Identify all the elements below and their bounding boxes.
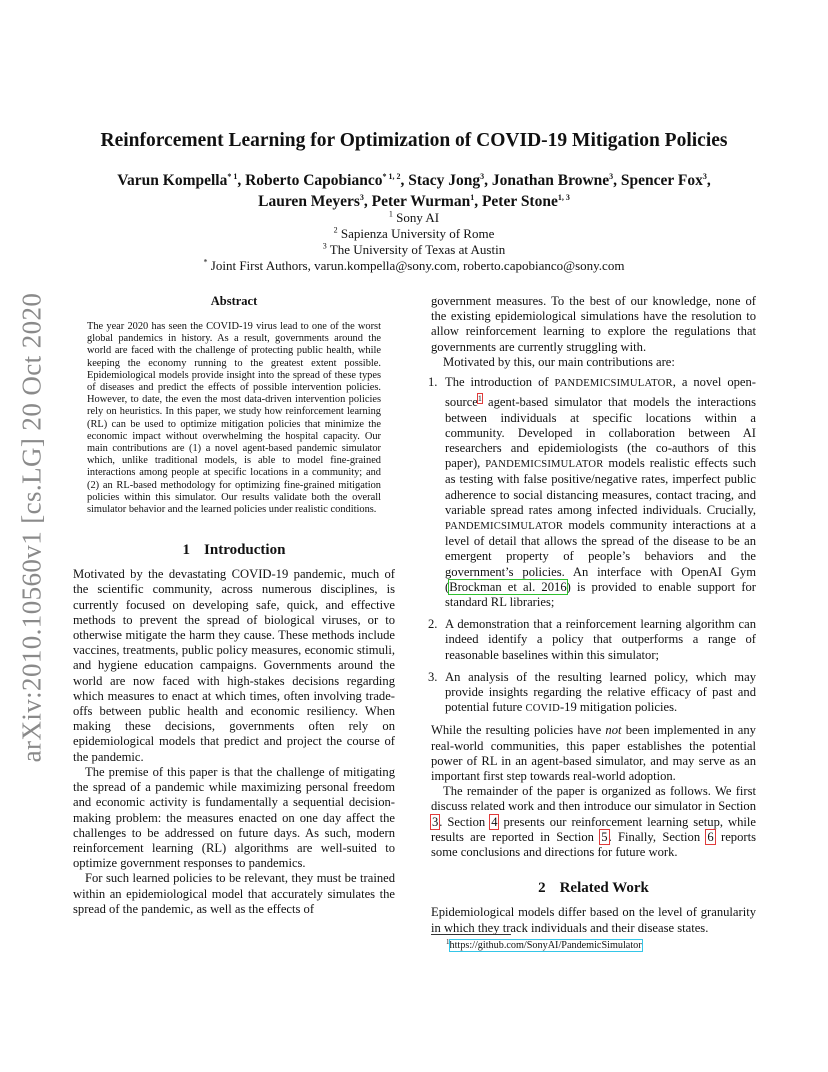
text-span: . Finally, Section xyxy=(608,829,707,844)
affiliation-text: Sapienza University of Rome xyxy=(337,226,495,241)
author-name: Spencer Fox xyxy=(620,172,703,189)
section-title: Introduction xyxy=(204,542,286,559)
section-heading-related-work xyxy=(431,880,756,897)
text-span: The remainder of the paper is organized as follows. We first discuss related work and then introduce our simulator in Section xyxy=(431,784,756,814)
section-5-link[interactable]: 5 xyxy=(601,829,608,844)
paper-title: Reinforcement Learning for Optimization of COVID-19 Mitigation Policies xyxy=(100,130,728,151)
paragraph-organization xyxy=(431,784,756,860)
author xyxy=(482,193,570,210)
simulator-name: PANDEMICSIMULATOR xyxy=(485,459,604,471)
footnote xyxy=(446,938,642,951)
author-name: Roberto Capobianco xyxy=(245,172,383,189)
affiliation-text: Joint First Authors, varun.kompella@sony.com, roberto.capobianco@sony.com xyxy=(207,258,625,273)
text-span: . Section xyxy=(439,814,491,829)
section-title: Related Work xyxy=(559,880,649,897)
right-column xyxy=(428,294,757,936)
footnote-url-link[interactable]: https://github.com/SonyAI/PandemicSimulator xyxy=(449,940,642,952)
list-label: 3. xyxy=(428,669,438,684)
author xyxy=(372,193,475,210)
author-list: Varun Kompella$^{* 1}$, Roberto Capobianco$^{* 1, 2}$, Stacy Jong$^3$, Jonathan Browne$^3$, Spencer Fox$^3$, Lauren Meyers$^3$, Peter Wurman$^1$, Peter Stone$^{1, 3}$ xyxy=(117,171,711,210)
abstract-text: The year 2020 has seen the COVID-19 virus lead to one of the worst global pandemics in history. As a result, governments around the world are faced with the challenge of protecting public health, while keeping the economy running to the greatest extent possible. Epidemiological models provide insight into the spread of these types of diseases and predict the effects of possible intervention policies. However, to date, the even the most data-driven intervention policies rely on heuristics. In this paper, we study how reinforcement learning (RL) can be used to optimize mitigation policies that minimize the economic impact without overwhelming the hospital capacity. Our main contributions are (1) a novel agent-based pandemic simulator which, unlike traditional models, is able to model fine-grained interactions among people at specific locations in a community; and (2) an RL-based methodology for optimizing fine-grained mitigation policies within this simulator. Our results validate both the overall simulator behavior and the learned policies under realistic conditions. xyxy=(87,321,381,516)
section-heading-introduction xyxy=(73,542,395,559)
emphasis-text: not xyxy=(605,723,622,738)
list-label: 2. xyxy=(428,617,438,632)
affiliation-text: The University of Texas at Austin xyxy=(326,242,506,257)
text-span: models community interactions at a level of detail that allows the spread of the disease to be an emergent property of people’s behaviors and the government’s policies. An interface with OpenAI Gym ( xyxy=(445,518,756,594)
section-number: 1 xyxy=(182,542,191,559)
abstract-heading: Abstract xyxy=(210,294,258,308)
left-column xyxy=(73,294,395,917)
intro-paragraph-3: For such learned policies to be relevant, they must be trained within an epidemiological model that accurately simulates the spread of the pandemic, as well as the effects of xyxy=(73,871,395,916)
citation-link[interactable]: Brockman et al. 2016 xyxy=(449,579,567,594)
simulator-name: PANDEMICSIMULATOR xyxy=(445,521,564,533)
text-span: presents our reinforcement learning setup, while results are reported in Section xyxy=(431,814,756,844)
intro-paragraph-2: The premise of this paper is that the challenge of mitigating the spread of a pandemic while maximizing personal freedom and economic activity is fundamentally a sequential decision-making problem: the measures enacted on one day affect the challenges to be addressed on future days. As such, modern reinforcement learning (RL) algorithms are well-suited to optimize government responses to pandemics. xyxy=(73,764,395,871)
list-label: 1. xyxy=(428,375,438,390)
author-affiliation-mark: 3 xyxy=(702,171,707,181)
affiliation-mark: 2 xyxy=(333,225,338,235)
section-number: 2 xyxy=(538,880,546,897)
section-3-link[interactable]: 3 xyxy=(432,814,439,829)
intro-paragraph-1: Motivated by the devastating COVID-19 pandemic, much of the scientific community, across numerous disciplines, is currently focused on developing safe, quick, and effective methods to prevent the spread of biological viruses, or to otherwise mitigate the harm they cause. These methods include vaccines, treatments, public policy measures, economic stimuli, and hygiene education campaigns. Governments around the world are now faced with high-stakes decisions regarding which measures to enact at which times, often involving trade-offs between public health and economic resiliency. When making these decisions, governments often rely on epidemiological models that predict and project the course of the pandemic. xyxy=(73,567,395,764)
author-affiliation-mark: 1 xyxy=(470,192,475,202)
contribution-item-1 xyxy=(428,375,757,610)
text-span: -19 mitigation policies. xyxy=(559,700,678,715)
related-work-paragraph: Epidemiological models differ based on the level of granularity in which they track individuals and their disease states. xyxy=(431,905,756,935)
simulator-name: PANDEMICSIMULATOR xyxy=(554,378,673,390)
author xyxy=(258,193,364,210)
affiliation xyxy=(60,226,768,242)
contribution-item-2 xyxy=(428,617,756,663)
footnote-link[interactable]: 1 xyxy=(477,394,482,404)
author-name: Peter Wurman xyxy=(371,193,471,210)
arxiv-identifier-stamp: arXiv:2010.10560v1 [cs.LG] 20 Oct 2020 xyxy=(16,292,47,763)
affiliation xyxy=(60,242,768,258)
contributions-list xyxy=(428,375,757,716)
author-name: Lauren Meyers xyxy=(258,193,360,210)
section-6-link[interactable]: 6 xyxy=(707,829,714,844)
author-affiliation-mark: * 1 xyxy=(227,171,238,181)
author-affiliation-mark: 3 xyxy=(359,192,364,202)
affiliation-mark: 3 xyxy=(322,241,327,251)
text-span: A demonstration that a reinforcement learning algorithm can indeed identify a policy that outperforms a range of reasonable baselines within this simulator; xyxy=(445,617,756,662)
author-name: Peter Stone xyxy=(481,193,558,210)
text-span: models realistic effects such as testing with false positive/negative rates, imperfect public adherence to social distancing measures, contact tracing, and variable spread rates among infected individuals. Crucially, xyxy=(445,456,756,517)
author xyxy=(621,172,707,189)
text-span: , a novel open-source xyxy=(445,375,757,410)
text-span: While the resulting policies have xyxy=(431,723,606,738)
continued-paragraph: government measures. To the best of our knowledge, none of the existing epidemiological simulations have the resolution to allow reinforcement learning to explore the regulations that governments are currently struggling with. xyxy=(431,294,756,354)
affiliation-list xyxy=(60,210,768,274)
footnote-mark: 1 xyxy=(446,938,450,946)
author-affiliation-mark: 3 xyxy=(480,171,485,181)
text-span: An analysis of the resulting learned policy, which may provide insights regarding the relative efficacy of past and potential future xyxy=(445,669,756,715)
affiliation-mark: * xyxy=(203,257,208,267)
author xyxy=(492,172,613,189)
author xyxy=(245,172,400,189)
author xyxy=(117,172,237,189)
contributions-intro: Motivated by this, our main contributions are: xyxy=(443,354,675,369)
affiliation xyxy=(60,210,768,226)
author-affiliation-mark: * 1, 2 xyxy=(382,171,401,181)
text-span: ) is provided to enable support for standard RL libraries; xyxy=(445,579,756,610)
section-4-link[interactable]: 4 xyxy=(491,814,498,829)
author xyxy=(408,172,484,189)
paragraph-while xyxy=(431,723,756,784)
text-span: been implemented in any real-world communities, this paper establishes the potential power of RL in an agent-based simulator, and may serve as an important first step towards real-world adoption. xyxy=(431,723,756,784)
covid-smallcaps: COVID xyxy=(525,703,560,715)
author-affiliation-mark: 3 xyxy=(609,171,614,181)
affiliation-text: Sony AI xyxy=(392,210,440,225)
affiliation-mark: 1 xyxy=(388,209,393,219)
affiliation xyxy=(60,258,768,274)
author-name: Jonathan Browne xyxy=(491,172,610,189)
contribution-item-3 xyxy=(428,669,756,717)
footnote-rule xyxy=(431,934,511,935)
author-name: Stacy Jong xyxy=(408,172,481,189)
text-span: The introduction of xyxy=(445,375,555,390)
text-span: agent-based simulator that models the interactions between individuals at specific locations within a community. Developed in collaboration between AI researchers and epidemiologists (the co-authors of this paper), xyxy=(445,395,756,471)
author-name: Varun Kompella xyxy=(117,172,228,189)
text-span: reports some conclusions and directions for future work. xyxy=(431,829,756,860)
author-affiliation-mark: 1, 3 xyxy=(557,192,570,202)
